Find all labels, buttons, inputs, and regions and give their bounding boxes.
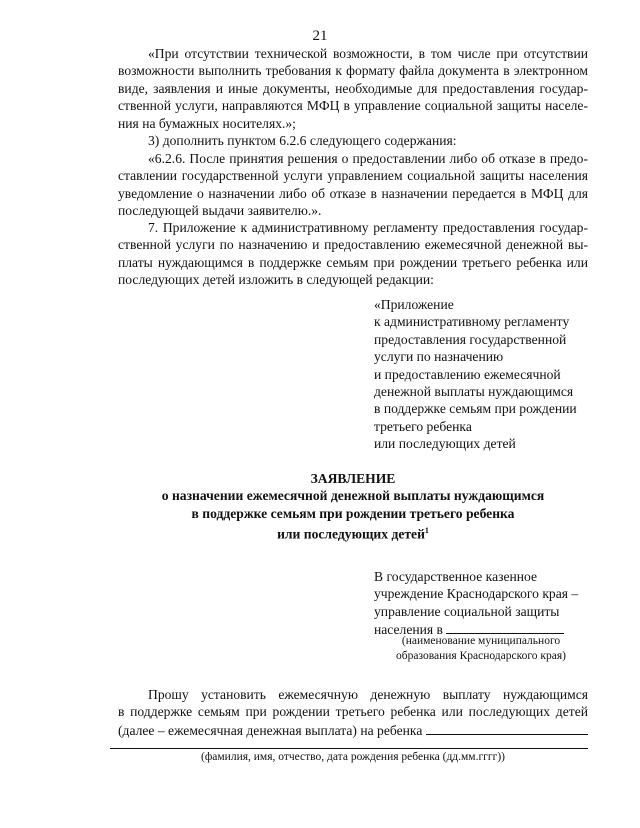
addressee-line: учреждение Краснодарского края – — [374, 586, 579, 602]
text-line: в поддержке семьям при рождении третьего ребенка или последующих детей — [118, 704, 588, 720]
appendix-header — [374, 296, 577, 453]
text-line: виде, заявления и иные документы, необходимые для предоставления государ- — [118, 80, 588, 96]
text-line-with-blank — [118, 721, 588, 739]
appendix-line: в поддержке семьям при рождении — [374, 401, 577, 417]
paragraph-block-4 — [118, 219, 588, 289]
appendix-line: третьего ребенка — [374, 418, 472, 434]
child-caption: (фамилия, имя, отчество, дата рождения ребенка (дд.мм.гггг)) — [201, 751, 505, 763]
text-line: возможности выполнить требования к формату файла документа в электронном — [118, 63, 588, 79]
title-line: в поддержке семьям при рождении третьего ребенка — [191, 505, 515, 521]
appendix-line: или последующих детей — [374, 436, 516, 452]
text-line: 7. Приложение к административному регламенту предоставления государ- — [148, 220, 588, 235]
text-line: ставлении государственной услуги управлением социальной защиты населения — [118, 168, 588, 184]
addressee-line: В государственное казенное — [374, 569, 538, 584]
text-line: последующих детей изложить в следующей редакции: — [118, 272, 434, 288]
text-line: «6.2.6. После принятия решения о предоставлении либо об отказе в предо- — [148, 151, 588, 166]
title-line-last — [118, 522, 588, 543]
footnote-mark: 1 — [424, 526, 429, 536]
page-number: 21 — [312, 28, 328, 44]
appendix-line: к административному регламенту — [374, 314, 570, 330]
appendix-line: услуги по назначению — [374, 349, 504, 365]
addressee-line: населения в — [374, 622, 443, 638]
text-line: ственной услуги по назначению и предоставлению ежемесячной денежной вы- — [118, 237, 588, 253]
title-heading: ЗАЯВЛЕНИЕ — [310, 471, 396, 486]
child-details-line[interactable] — [110, 748, 588, 749]
text-line: (далее – ежемесячная денежная выплата) на ребенка — [118, 722, 423, 738]
addressee-block — [374, 568, 578, 639]
text-line: 3) дополнить пунктом 6.2.6 следующего содержания: — [148, 133, 457, 148]
text-line: ственной услуги, направляются МФЦ в управление социальной защиты населе- — [118, 98, 588, 114]
text-line: последующей выдачи заявителю.». — [118, 203, 322, 219]
appendix-line: денежной выплаты нуждающимся — [374, 384, 574, 400]
title-line-text: или последующих детей — [277, 526, 425, 542]
child-blank-field[interactable] — [426, 721, 588, 735]
text-line: уведомление о назначении либо об отказе в назначении передается в МФЦ для — [118, 185, 588, 201]
text-line: платы нуждающимся в поддержке семьям при рождении третьего ребенка или — [118, 254, 588, 270]
paragraph-block-3 — [118, 150, 588, 220]
text-line: Прошу установить ежемесячную денежную выплату нуждающимся — [148, 687, 588, 702]
paragraph-block-2 — [118, 132, 588, 149]
caption-line: (наименование муниципального — [401, 635, 561, 647]
text-line: «При отсутствии технической возможности, в том числе при отсутствии — [148, 46, 588, 61]
addressee-caption — [374, 634, 588, 664]
appendix-line: предоставления государственной — [374, 331, 567, 347]
paragraph-block-1 — [118, 45, 588, 132]
addressee-line: управление социальной защиты — [374, 603, 560, 619]
title-line: о назначении ежемесячной денежной выплаты нуждающимся — [161, 488, 545, 504]
appendix-line: «Приложение — [374, 297, 454, 312]
caption-line: образования Краснодарского края) — [396, 650, 566, 662]
municipality-blank-field[interactable] — [446, 620, 564, 634]
text-line: ния на бумажных носителях.»; — [118, 115, 296, 131]
appendix-line: и предоставлению ежемесячной — [374, 366, 561, 382]
request-paragraph — [118, 686, 588, 739]
document-title — [118, 470, 588, 543]
